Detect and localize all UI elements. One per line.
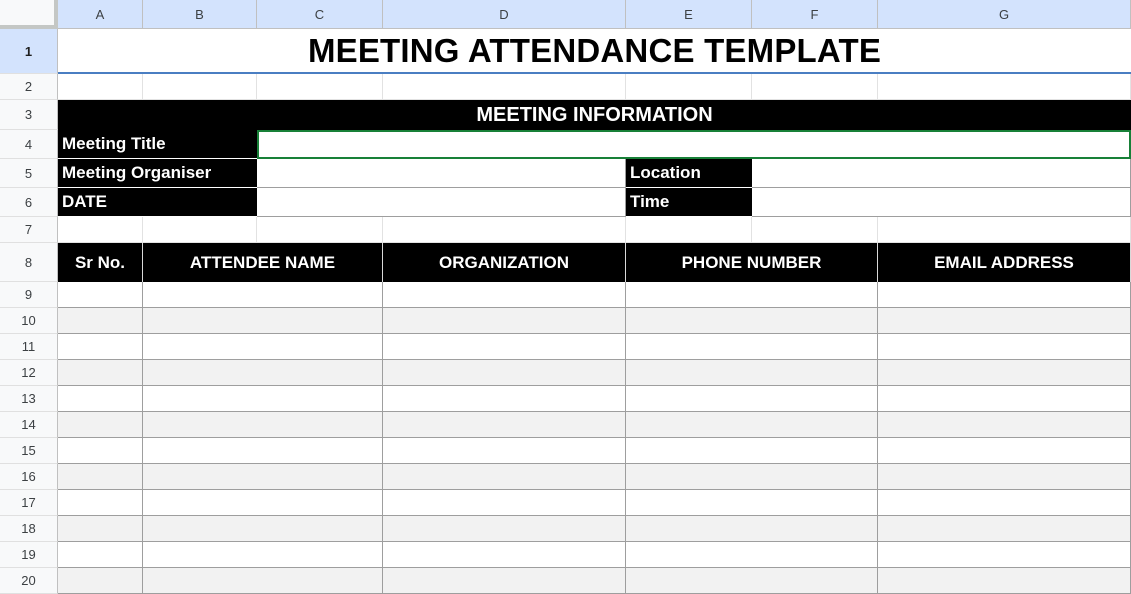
sr-no-cell[interactable] <box>58 386 143 412</box>
phone-number-cell[interactable] <box>626 308 878 334</box>
time-label: Time <box>626 188 752 217</box>
cell-g2[interactable] <box>878 74 1131 100</box>
phone-number-cell[interactable] <box>626 412 878 438</box>
attendee-name-cell[interactable] <box>143 360 383 386</box>
cell-c7[interactable] <box>257 217 383 243</box>
organization-cell[interactable] <box>383 360 626 386</box>
cell-d7[interactable] <box>383 217 626 243</box>
cell-a2[interactable] <box>58 74 143 100</box>
organization-cell[interactable] <box>383 542 626 568</box>
email-address-cell[interactable] <box>878 516 1131 542</box>
cell-g7[interactable] <box>878 217 1131 243</box>
row-header-2[interactable]: 2 <box>0 74 58 100</box>
cell-f2[interactable] <box>752 74 878 100</box>
organization-cell[interactable] <box>383 308 626 334</box>
row-header-18[interactable]: 18 <box>0 516 58 542</box>
attendee-name-cell[interactable] <box>143 386 383 412</box>
sr-no-cell[interactable] <box>58 334 143 360</box>
sr-no-cell[interactable] <box>58 308 143 334</box>
column-header-f[interactable]: F <box>752 0 878 29</box>
email-address-cell[interactable] <box>878 568 1131 594</box>
column-header-e[interactable]: E <box>626 0 752 29</box>
sr-no-cell[interactable] <box>58 464 143 490</box>
meeting-title-field[interactable] <box>257 130 1131 159</box>
sr-no-cell[interactable] <box>58 516 143 542</box>
sr-no-cell[interactable] <box>58 438 143 464</box>
row-header-6[interactable]: 6 <box>0 188 58 217</box>
meeting-information-header: MEETING INFORMATION <box>58 100 1131 130</box>
email-address-cell[interactable] <box>878 438 1131 464</box>
cell-b2[interactable] <box>143 74 257 100</box>
sr-no-cell[interactable] <box>58 542 143 568</box>
attendee-name-cell[interactable] <box>143 282 383 308</box>
meeting-organiser-label: Meeting Organiser <box>58 159 257 188</box>
sr-no-cell[interactable] <box>58 490 143 516</box>
phone-number-cell[interactable] <box>626 568 878 594</box>
meeting-title-label: Meeting Title <box>58 130 257 159</box>
organization-cell[interactable] <box>383 282 626 308</box>
phone-number-header: PHONE NUMBER <box>626 243 878 282</box>
phone-number-cell[interactable] <box>626 542 878 568</box>
location-field[interactable] <box>752 159 1131 188</box>
cell-f7[interactable] <box>752 217 878 243</box>
row-header-12[interactable]: 12 <box>0 360 58 386</box>
cell-d2[interactable] <box>383 74 626 100</box>
organization-cell[interactable] <box>383 412 626 438</box>
select-all-corner[interactable] <box>0 0 58 29</box>
attendee-name-cell[interactable] <box>143 516 383 542</box>
organization-cell[interactable] <box>383 516 626 542</box>
organization-cell[interactable] <box>383 386 626 412</box>
attendee-name-cell[interactable] <box>143 568 383 594</box>
email-address-cell[interactable] <box>878 282 1131 308</box>
attendee-name-cell[interactable] <box>143 542 383 568</box>
sr-no-cell[interactable] <box>58 360 143 386</box>
row-header-15[interactable]: 15 <box>0 438 58 464</box>
attendee-name-cell[interactable] <box>143 412 383 438</box>
location-label: Location <box>626 159 752 188</box>
email-address-cell[interactable] <box>878 464 1131 490</box>
attendee-name-cell[interactable] <box>143 308 383 334</box>
email-address-cell[interactable] <box>878 542 1131 568</box>
email-address-header: EMAIL ADDRESS <box>878 243 1131 282</box>
email-address-cell[interactable] <box>878 308 1131 334</box>
organization-cell[interactable] <box>383 334 626 360</box>
sr-no-header: Sr No. <box>58 243 143 282</box>
email-address-cell[interactable] <box>878 412 1131 438</box>
email-address-cell[interactable] <box>878 490 1131 516</box>
sr-no-cell[interactable] <box>58 282 143 308</box>
attendee-name-cell[interactable] <box>143 490 383 516</box>
row-header-11[interactable]: 11 <box>0 334 58 360</box>
cell-b7[interactable] <box>143 217 257 243</box>
row-header-13[interactable]: 13 <box>0 386 58 412</box>
organization-cell[interactable] <box>383 464 626 490</box>
row-header-19[interactable]: 19 <box>0 542 58 568</box>
attendee-name-cell[interactable] <box>143 438 383 464</box>
row-header-1[interactable]: 1 <box>0 29 58 74</box>
phone-number-cell[interactable] <box>626 438 878 464</box>
email-address-cell[interactable] <box>878 334 1131 360</box>
phone-number-cell[interactable] <box>626 282 878 308</box>
column-header-c[interactable]: C <box>257 0 383 29</box>
row-header-10[interactable]: 10 <box>0 308 58 334</box>
row-header-5[interactable]: 5 <box>0 159 58 188</box>
row-header-9[interactable]: 9 <box>0 282 58 308</box>
row-header-16[interactable]: 16 <box>0 464 58 490</box>
phone-number-cell[interactable] <box>626 464 878 490</box>
sr-no-cell[interactable] <box>58 568 143 594</box>
organization-cell[interactable] <box>383 490 626 516</box>
row-header-8[interactable]: 8 <box>0 243 58 282</box>
attendee-name-cell[interactable] <box>143 464 383 490</box>
row-header-14[interactable]: 14 <box>0 412 58 438</box>
date-field[interactable] <box>257 188 626 217</box>
row-header-7[interactable]: 7 <box>0 217 58 243</box>
column-header-g[interactable]: G <box>878 0 1131 29</box>
phone-number-cell[interactable] <box>626 386 878 412</box>
row-header-4[interactable]: 4 <box>0 130 58 159</box>
attendee-name-header: ATTENDEE NAME <box>143 243 383 282</box>
cell-e7[interactable] <box>626 217 752 243</box>
email-address-cell[interactable] <box>878 386 1131 412</box>
row-header-17[interactable]: 17 <box>0 490 58 516</box>
phone-number-cell[interactable] <box>626 360 878 386</box>
phone-number-cell[interactable] <box>626 490 878 516</box>
column-header-a[interactable]: A <box>58 0 143 29</box>
meeting-organiser-field[interactable] <box>257 159 626 188</box>
row-header-20[interactable]: 20 <box>0 568 58 594</box>
date-label: DATE <box>58 188 257 217</box>
time-field[interactable] <box>752 188 1131 217</box>
cell-e2[interactable] <box>626 74 752 100</box>
column-header-b[interactable]: B <box>143 0 257 29</box>
sr-no-cell[interactable] <box>58 412 143 438</box>
cell-a7[interactable] <box>58 217 143 243</box>
phone-number-cell[interactable] <box>626 334 878 360</box>
organization-cell[interactable] <box>383 568 626 594</box>
row-header-3[interactable]: 3 <box>0 100 58 130</box>
phone-number-cell[interactable] <box>626 516 878 542</box>
cell-c2[interactable] <box>257 74 383 100</box>
organization-cell[interactable] <box>383 438 626 464</box>
attendee-name-cell[interactable] <box>143 334 383 360</box>
page-title: MEETING ATTENDANCE TEMPLATE <box>58 29 1131 74</box>
column-header-d[interactable]: D <box>383 0 626 29</box>
organization-header: ORGANIZATION <box>383 243 626 282</box>
email-address-cell[interactable] <box>878 360 1131 386</box>
